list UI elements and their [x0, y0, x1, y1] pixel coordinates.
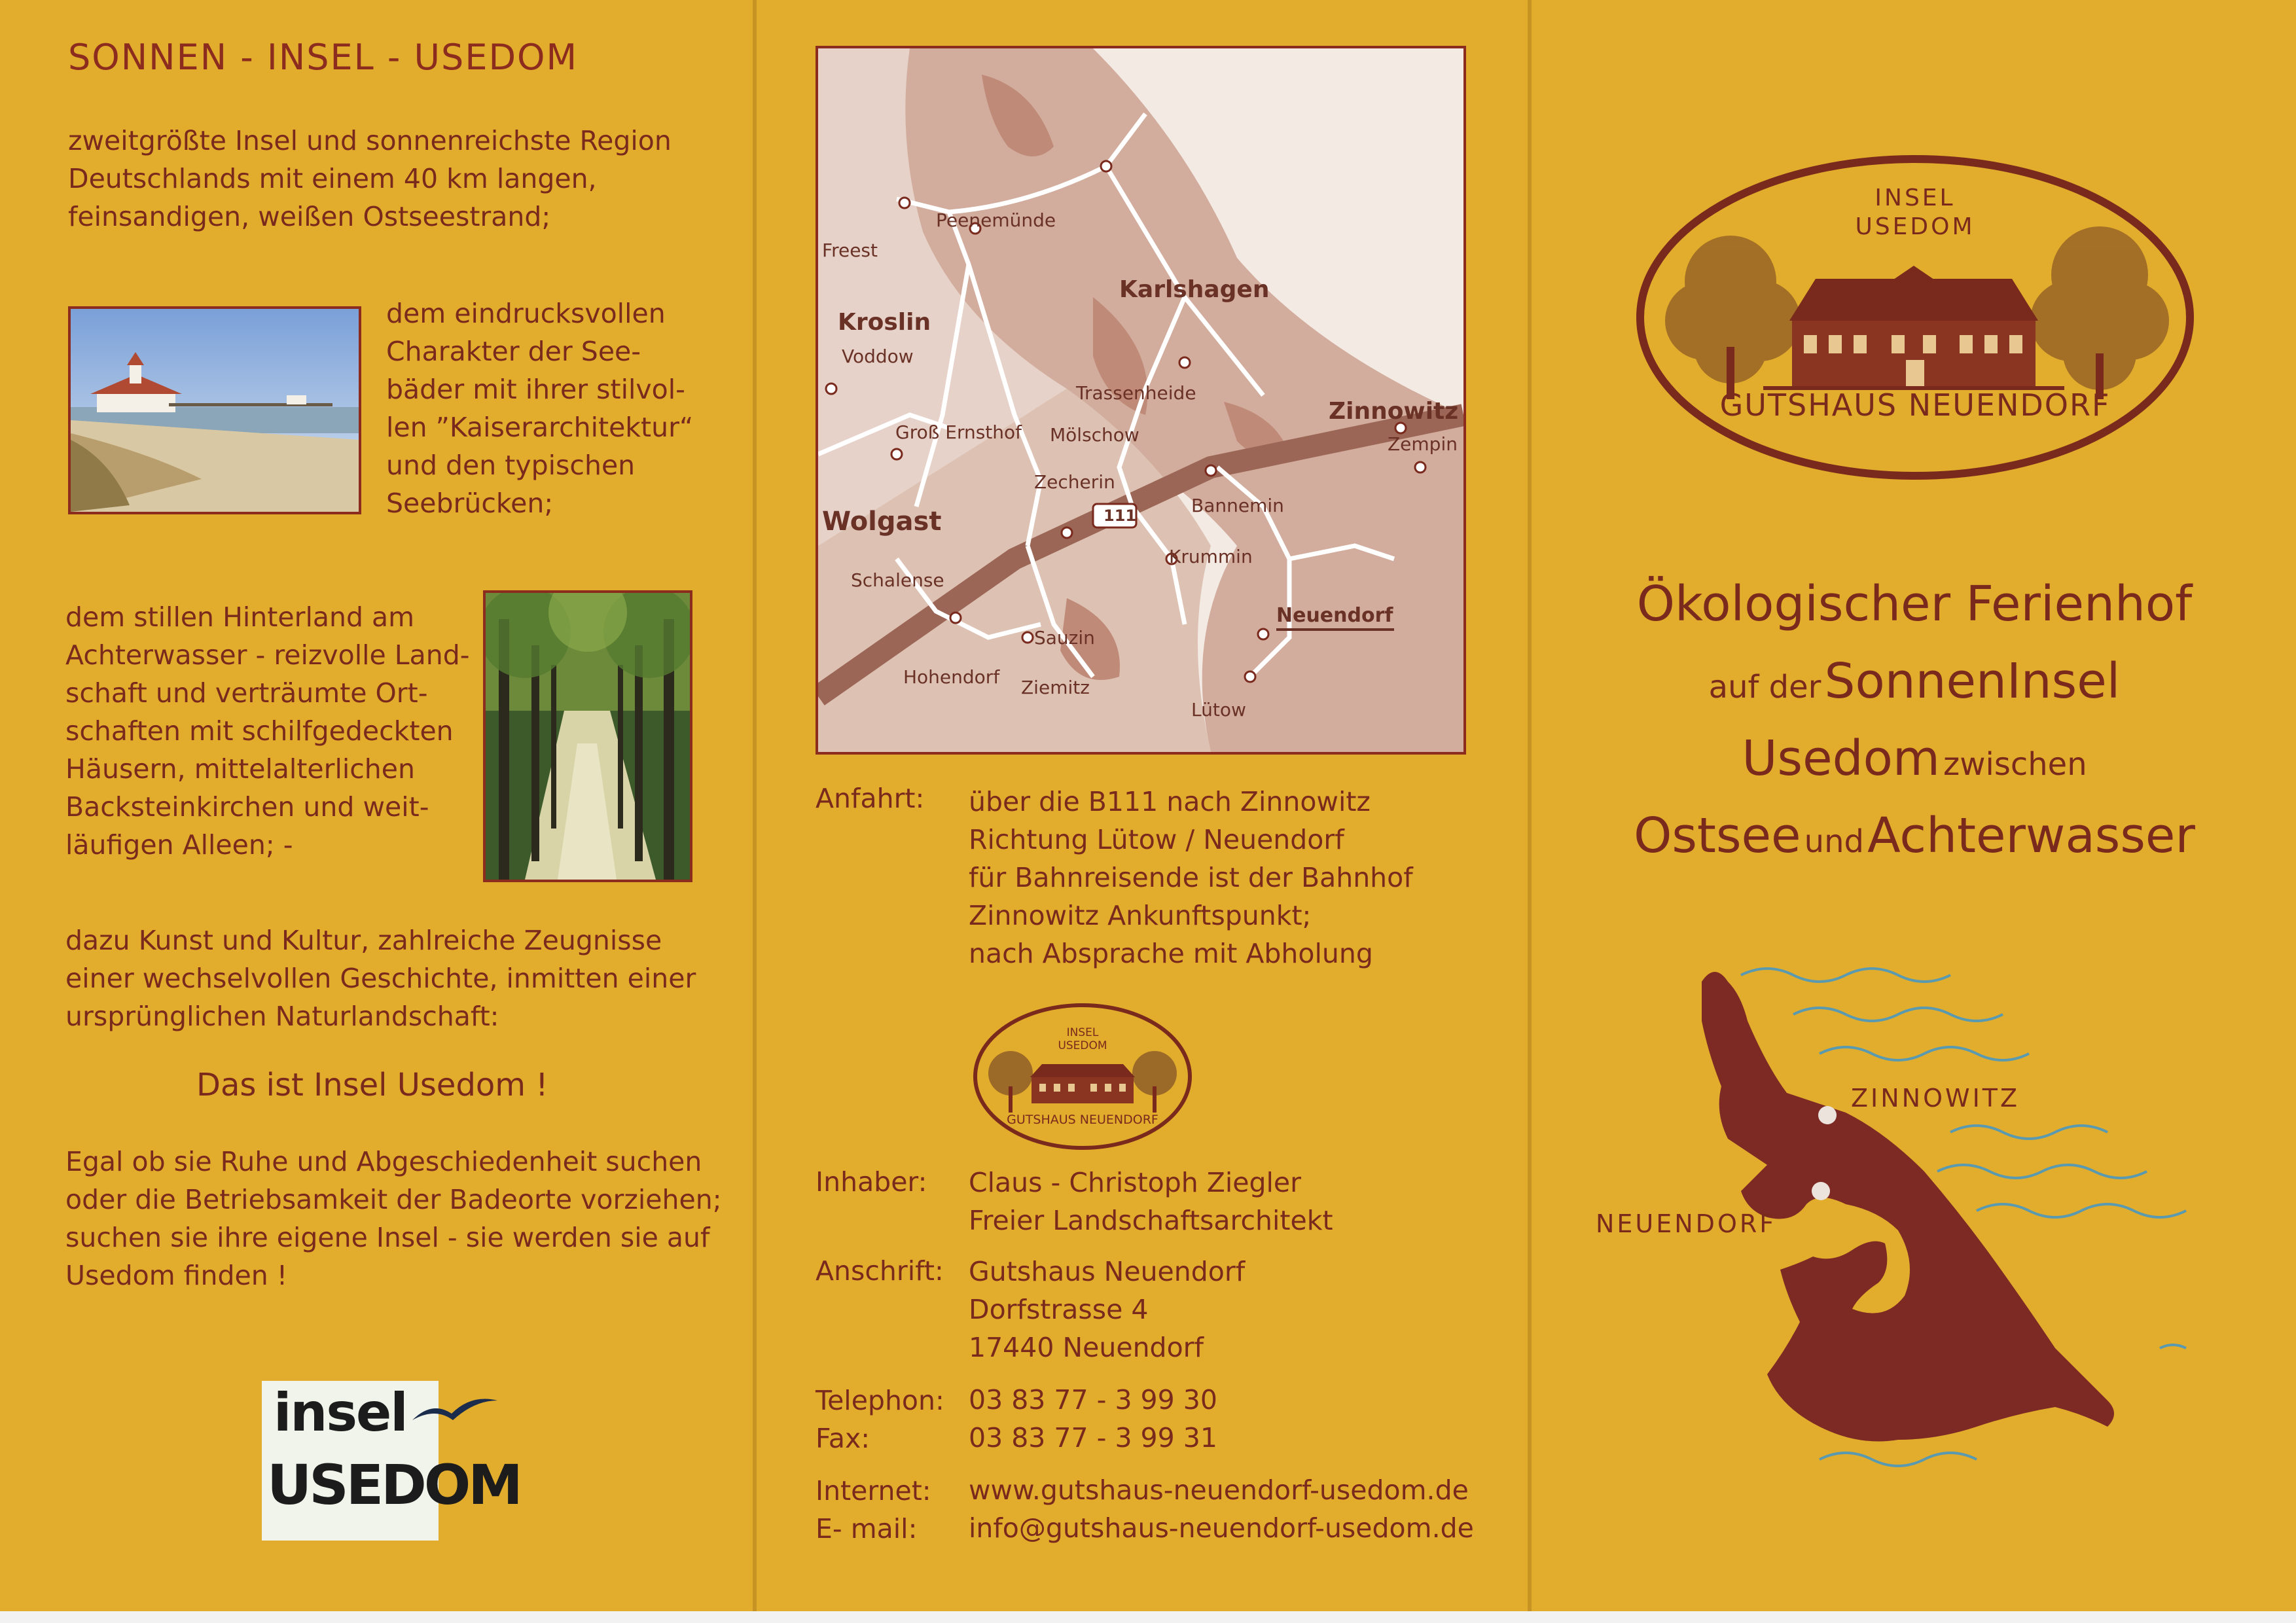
closing-text — [65, 1143, 722, 1294]
text-line: Freier Landschaftsarchitekt — [969, 1205, 1333, 1236]
headline-line1 — [1564, 576, 2265, 632]
logo-insel: INSEL — [1874, 185, 1956, 211]
text-line: len ”Kaiserarchitektur“ — [386, 412, 694, 443]
region-map — [816, 46, 1466, 755]
text-line: Häusern, mittelalterlichen — [65, 753, 416, 785]
text-line: ursprünglichen Naturlandschaft: — [65, 1001, 499, 1032]
text-line: Usedom finden ! — [65, 1260, 288, 1291]
email-label: E- mail: — [816, 1513, 918, 1544]
telephon-label: Telephon: — [816, 1385, 944, 1416]
fold-line-left — [753, 0, 757, 1623]
text-line: Achterwasser - reizvolle Land- — [65, 639, 470, 671]
map-label-ziemitz: Ziemitz — [1021, 677, 1090, 698]
map-label-bannemin: Bannemin — [1191, 495, 1284, 516]
inhaber-label: Inhaber: — [816, 1166, 927, 1198]
fax-value: 03 83 77 - 3 99 31 — [969, 1422, 1217, 1454]
text-line: einer wechselvollen Geschichte, inmitten einer — [65, 963, 696, 994]
small-gutshaus-logo — [971, 1001, 1194, 1152]
text-line: Richtung Lütow / Neuendorf — [969, 824, 1344, 855]
map-label-neuendorf: Neuendorf — [1276, 604, 1393, 627]
anfahrt-label: Anfahrt: — [816, 783, 925, 814]
text-line: zweitgrößte Insel und sonnenreichste Region — [68, 125, 672, 156]
logo-usedom: USEDOM — [1855, 213, 1975, 240]
headline-text: und — [1804, 823, 1864, 860]
map-label-kroslin: Kroslin — [838, 309, 931, 336]
text-line: Egal ob sie Ruhe und Abgeschiedenheit suchen — [65, 1146, 702, 1177]
seagull-icon — [412, 1394, 497, 1433]
fax-label: Fax: — [816, 1423, 870, 1454]
text-line: Deutschlands mit einem 40 km langen, — [68, 163, 597, 194]
headline-text: zwischen — [1943, 746, 2087, 783]
left-panel-title: SONNEN - INSEL - USEDOM — [68, 37, 579, 78]
intro-text — [68, 122, 672, 236]
text-line: Backsteinkirchen und weit- — [65, 791, 429, 823]
logo-word-usedom: USEDOM — [267, 1453, 520, 1517]
inhaber-text — [969, 1164, 1333, 1240]
text-line: dazu Kunst und Kultur, zahlreiche Zeugnisse — [65, 925, 662, 956]
small-logo-usedom: USEDOM — [1058, 1039, 1107, 1052]
anfahrt-text — [969, 783, 1413, 972]
paper-edge — [0, 1611, 2296, 1623]
map-label-zinnowitz: Zinnowitz — [1329, 398, 1459, 425]
text-line: läufigen Alleen; - — [65, 829, 293, 861]
map-label-hohendorf: Hohendorf — [903, 666, 1000, 688]
map-label-wolgast: Wolgast — [822, 507, 942, 537]
anschrift-label: Anschrift: — [816, 1255, 944, 1287]
internet-label: Internet: — [816, 1475, 931, 1507]
island-label-zinnowitz: ZINNOWITZ — [1851, 1084, 2020, 1113]
fold-line-right — [1528, 0, 1532, 1623]
text-line: Charakter der See- — [386, 336, 641, 367]
telephon-value: 03 83 77 - 3 99 30 — [969, 1384, 1217, 1416]
small-logo-gutshaus: GUTSHAUS NEUENDORF — [1007, 1113, 1158, 1127]
map-label-krummin: Krummin — [1169, 546, 1253, 567]
map-label-voddow: Voddow — [842, 346, 914, 367]
hinterland-text — [65, 598, 470, 864]
text-line: Claus - Christoph Ziegler — [969, 1167, 1301, 1198]
map-label-freest: Freest — [822, 240, 878, 261]
small-logo-insel: INSEL — [1066, 1026, 1099, 1039]
map-label-moelschow: Mölschow — [1050, 424, 1139, 446]
text-line: feinsandigen, weißen Ostseestrand; — [68, 201, 551, 232]
map-label-sauzin: Sauzin — [1034, 627, 1095, 649]
email-link[interactable]: info@gutshaus-neuendorf-usedom.de — [969, 1512, 1474, 1544]
alley-photo — [483, 590, 692, 882]
beach-photo — [68, 306, 361, 514]
text-line: über die B111 nach Zinnowitz — [969, 786, 1371, 817]
beach-text — [386, 294, 693, 522]
text-line: Zinnowitz Ankunftspunkt; — [969, 900, 1312, 931]
text-line: bäder mit ihrer stilvol- — [386, 374, 685, 405]
insel-usedom-logo — [262, 1381, 520, 1544]
headline-text: Achterwasser — [1867, 808, 2195, 864]
map-label-road: 111 — [1103, 507, 1137, 525]
logo-gutshaus-neuendorf: GUTSHAUS NEUENDORF — [1719, 387, 2111, 423]
headline-line2 — [1564, 653, 2265, 709]
text-line: suchen sie ihre eigene Insel - sie werden sie auf — [65, 1222, 710, 1253]
logo-word-insel: insel — [274, 1382, 407, 1443]
text-line: schaft und verträumte Ort- — [65, 677, 428, 709]
gutshaus-logo — [1632, 151, 2198, 484]
text-line: Dorfstrasse 4 — [969, 1294, 1149, 1325]
text-line: dem stillen Hinterland am — [65, 601, 415, 633]
text-line: schaften mit schilfgedeckten — [65, 715, 454, 747]
headline-text: SonnenInsel — [1824, 653, 2121, 709]
island-outline-map — [1596, 955, 2225, 1492]
island-label-neuendorf: NEUENDORF — [1596, 1209, 1777, 1238]
map-label-schalense: Schalense — [851, 569, 944, 591]
text-line: 17440 Neuendorf — [969, 1332, 1204, 1363]
map-label-zecherin: Zecherin — [1034, 471, 1115, 493]
text-line: Gutshaus Neuendorf — [969, 1256, 1246, 1287]
headline-line4 — [1564, 808, 2265, 864]
culture-text — [65, 921, 696, 1035]
headline-line3 — [1564, 730, 2265, 787]
map-label-trassenheide: Trassenheide — [1076, 382, 1196, 404]
text-line: oder die Betriebsamkeit der Badeorte vorziehen; — [65, 1184, 722, 1215]
text-line: Seebrücken; — [386, 488, 554, 519]
headline-text: Ostsee — [1634, 808, 1801, 864]
headline-text: auf der — [1708, 669, 1821, 705]
text-line: und den typischen — [386, 450, 636, 481]
map-label-luetow: Lütow — [1191, 699, 1246, 721]
map-label-gross-ernsthof: Groß Ernsthof — [895, 421, 1022, 443]
headline-text: Usedom — [1742, 730, 1940, 787]
map-label-peenemuende: Peenemünde — [936, 209, 1056, 231]
text-line: dem eindrucksvollen — [386, 298, 666, 329]
internet-link[interactable]: www.gutshaus-neuendorf-usedom.de — [969, 1474, 1469, 1506]
map-label-karlshagen: Karlshagen — [1119, 276, 1270, 303]
anschrift-text — [969, 1253, 1245, 1366]
text-line: für Bahnreisende ist der Bahnhof — [969, 862, 1413, 893]
text-line: nach Absprache mit Abholung — [969, 938, 1373, 969]
slogan: Das ist Insel Usedom ! — [196, 1067, 548, 1103]
headline-text: Ökologischer Ferienhof — [1636, 576, 2193, 632]
map-label-zempin: Zempin — [1388, 433, 1458, 455]
neuendorf-underline — [1276, 628, 1394, 631]
